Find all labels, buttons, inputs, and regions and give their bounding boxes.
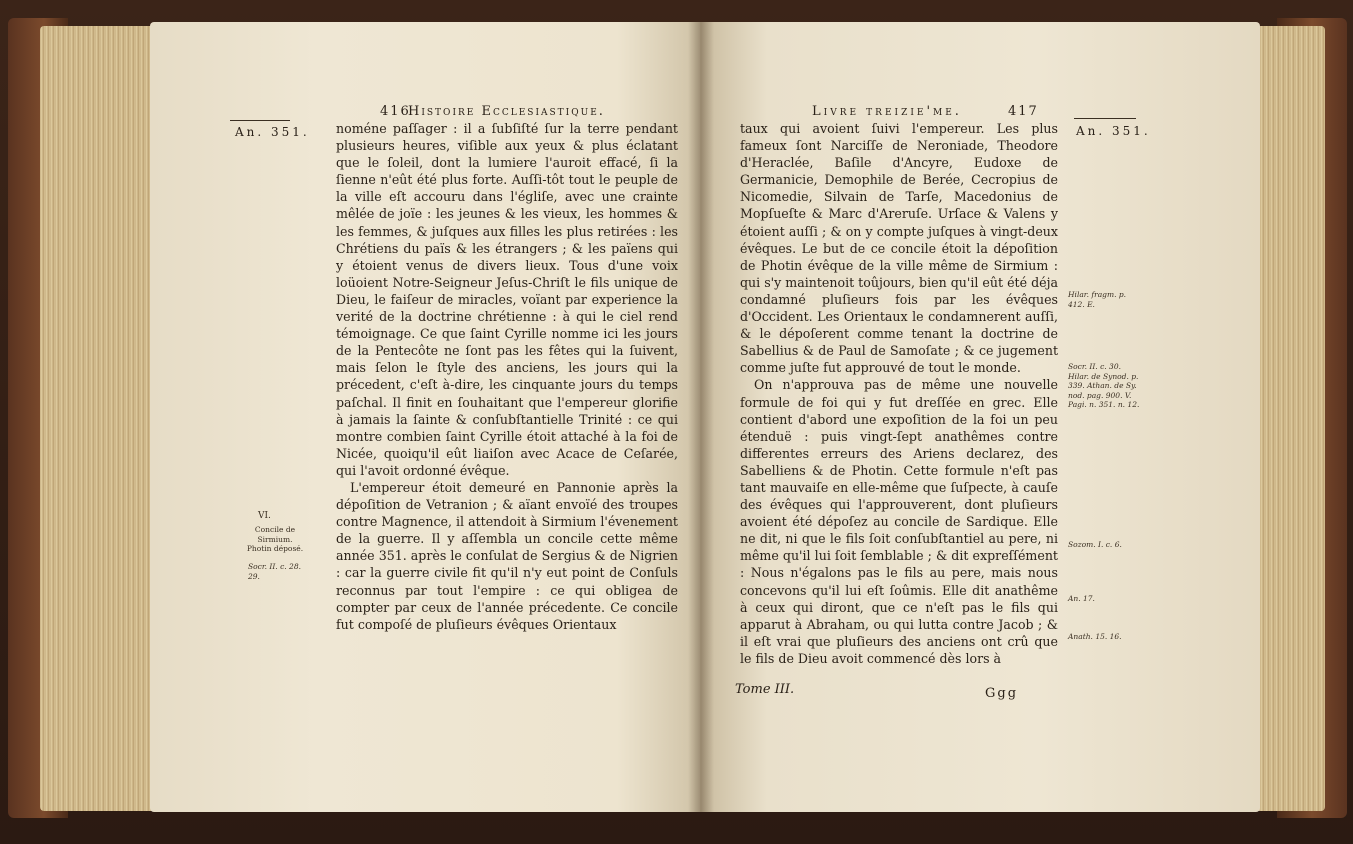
- section-title: Concile de Sirmium. Photin déposé.: [246, 525, 304, 553]
- left-paragraph-1: noméne paſſager : il a ſubſiſté ſur la terre pendant plusieurs heures, viſible aux yeux & plus éclatant que le ſoleil, dont la lumiere l'auroit effacé, ſi la ſienne n'eût été plus forte. Auſſi-tôt tout le peuple de la ville eſt accouru dans l'égliſe, avec une crainte mêlée de joïe : les jeunes & les vieux, les hommes & les femmes, & juſques aux filles les plus retirées : les Chrétiens du païs & les étrangers ; & les païens qui y étoient venus de divers lieux. Tous d'une voix loüoient Notre-Seigneur Jeſus-Chriſt le fils unique de Dieu, le faiſeur de miracles, voïant par experience la verité de la doctrine chrétienne : à qui le ciel rend témoignage. Ce que ſaint Cyrille nomme ici les jours de la Pentecôte ne ſont pas les fêtes qui la ſuivent, mais ſelon le ſtyle des anciens, les jours qui la précedent, c'eſt à-dire, les cinquante jours du temps paſchal. Il finit en ſouhaitant que l'empereur glorifie à jamais la ſainte & conſubſtantielle Trinité : ce qui montre combien ſaint Cyrille étoit attaché à la foi de Nicée, quoiqu'il eût liaiſon avec Acace de Ceſarée, qui l'avoit ordonné évêque.: [336, 121, 678, 478]
- right-paragraph-2: On n'approuva pas de même une nouvelle formule de foi qui y fut dreſſée en grec. Elle contient d'abord une expoſition de la foi un peu étenduë : puis vingt-ſept anathêmes contre differentes erreurs des Ariens declarez, des Sabelliens & de Photin. Cette formule n'eſt pas tant mauvaiſe en elle-même que ſuſpecte, à cauſe des évêques qui l'approuverent, dont pluſieurs avoient été dépoſez au concile de Sardique. Elle ne dit, ni que le fils ſoit conſubſtantiel au pere, ni même qu'il lui ſoit ſemblable ; & dit expreſſément : Nous n'égalons pas le fils au pere, mais nous concevons qu'il lui eſt ſoûmis. Elle dit anathême à ceux qui diront, que ce n'eſt pas le fils qui apparut à Abraham, ou qui lutta contre Jacob ; & il eſt vrai que pluſieurs des anciens ont crû que le fils de Dieu avoit commencé dès lors à: [740, 377, 1058, 666]
- page-edges-left: [40, 26, 160, 811]
- left-page-number: 416: [380, 104, 411, 119]
- right-paragraph-1: taux qui avoient ſuivi l'empereur. Les plus fameux ſont Narciſſe de Neroniade, Theodore d'Heraclée, Baſile d'Ancyre, Eudoxe de Germanicie, Demophile de Berée, Cecropius de Nicomedie, Silvain de Tarſe, Macedonius de Mopſueſte & Marc d'Areruſe. Urſace & Valens y étoient auſſi ; & on y compte juſques à vingt-deux évêques. Le but de ce concile étoit la dépoſition de Photin évêque de la ville même de Sirmium : qui s'y maintenoit toûjours, bien qu'il eût été déja condamné pluſieurs fois par les évêques d'Occident. Les Orientaux le condamnerent auſſi, & le dépoſerent comme tenant la doctrine de Sabellius & de Paul de Samoſate ; & ce jugement comme juſte fut approuvé de tout le monde.: [740, 121, 1058, 376]
- footer-volume: Tome III.: [735, 682, 795, 697]
- margin-rule-right: [1074, 118, 1136, 119]
- margin-rule: [230, 120, 290, 121]
- right-running-head: Livre treizie'me.: [812, 104, 962, 119]
- right-page-number: 417: [1008, 104, 1039, 119]
- left-paragraph-2: L'empereur étoit demeuré en Pannonie après la dépoſition de Vetranion ; & aïant envoïé des troupes contre Magnence, il attendoit à Sirmium l'évenement de la guerre. Il y aſſembla un concile cette même année 351. après le conſulat de Sergius & de Nigrien : car la guerre civile fit qu'il n'y eut point de Conſuls reconnus par tout l'empire : ce qui obligea de compter par ceux de l'année précedente. Ce concile fut compoſé de pluſieurs évêques Orientaux: [336, 479, 678, 632]
- section-number: VI.: [258, 511, 271, 521]
- right-body: [740, 120, 1058, 667]
- margin-note-an: An. 17.: [1068, 594, 1095, 603]
- margin-note-socr: Socr. II. c. 30. Hilar. de Synod. p. 339. Athan. de Sy. nod. pag. 900. V. Pagi. n. 351. n. 12.: [1068, 362, 1140, 409]
- margin-note-hilar: Hilar. fragm. p. 412. E.: [1068, 290, 1127, 309]
- left-running-head: Histoire Ecclesiastique.: [408, 104, 605, 119]
- left-margin-year: An. 351.: [235, 125, 310, 139]
- left-body: [336, 120, 678, 633]
- right-margin-year: An. 351.: [1076, 124, 1151, 138]
- margin-note-anath: Anath. 15. 16.: [1068, 632, 1122, 641]
- right-page: [700, 22, 1260, 812]
- book-gutter: [688, 22, 714, 812]
- section-reference: Socr. II. c. 28. 29.: [248, 562, 301, 581]
- margin-note-sozom: Sozom. I. c. 6.: [1068, 540, 1122, 549]
- footer-signature: Ggg: [985, 686, 1019, 701]
- left-page: [150, 22, 700, 812]
